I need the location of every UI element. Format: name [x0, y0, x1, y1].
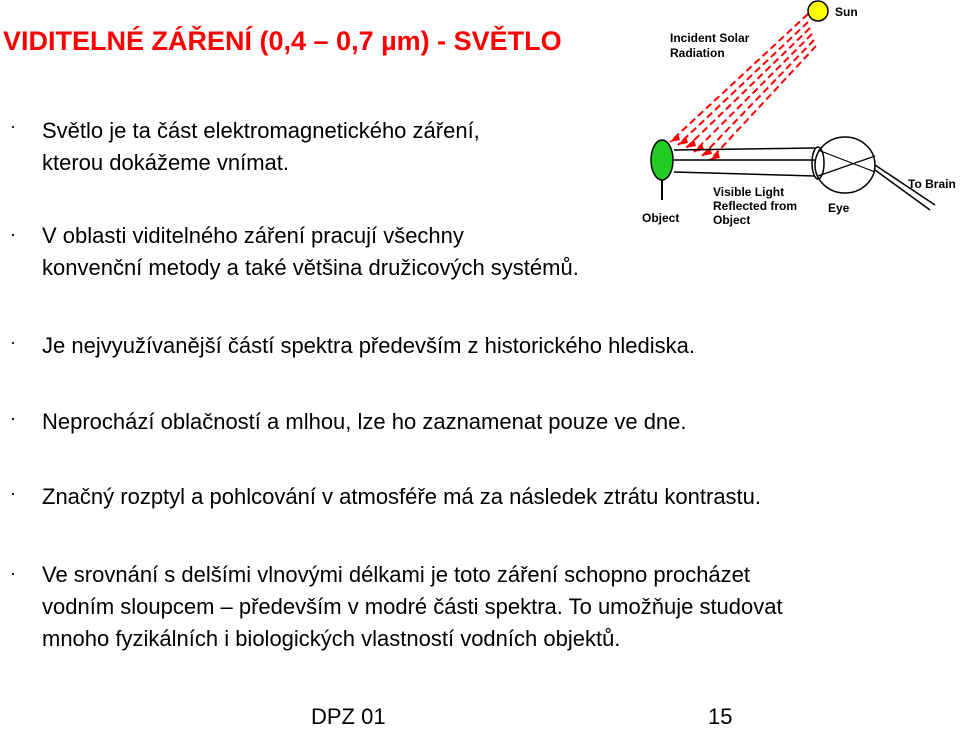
- paragraph-6-line-1: Ve srovnání s delšími vlnovými délkami je toto záření schopno procházet: [42, 562, 751, 587]
- sun-icon: [808, 1, 828, 21]
- slide-title: VIDITELNÉ ZÁŘENÍ (0,4 – 0,7 µm) - SVĚTLO: [3, 26, 562, 56]
- incident-label-2: Radiation: [670, 46, 725, 60]
- object-label: Object: [642, 211, 680, 225]
- paragraph-6-line-2: vodním sloupcem – především v modré části spektra. To umožňuje studovat: [42, 594, 783, 619]
- paragraph-3: [42, 330, 695, 362]
- paragraph-4-line-1: Neprochází oblačností a mlhou, lze ho zaznamenat pouze ve dne.: [42, 409, 687, 434]
- page-number: 15: [708, 704, 733, 729]
- visible-label-2: Reflected from: [713, 199, 798, 213]
- paragraph-6: [42, 559, 783, 655]
- paragraph-4: [42, 406, 687, 438]
- paragraph-2-line-2: konvenční metody a také většina družicových systémů.: [42, 255, 579, 280]
- visible-label-3: Object: [713, 213, 751, 227]
- paragraph-1-line-2: kterou dokážeme vnímat.: [42, 150, 290, 175]
- paragraph-5-line-1: Značný rozptyl a pohlcování v atmosféře má za následek ztrátu kontrastu.: [42, 484, 762, 509]
- paragraph-5: [42, 481, 761, 513]
- paragraph-2: [42, 220, 579, 284]
- bullet-4: ·: [10, 408, 16, 428]
- paragraph-6-line-3: mnoho fyzikálních i biologických vlastností vodních objektů.: [42, 626, 621, 651]
- paragraph-3-line-1: Je nejvyužívanější částí spektra především z historického hlediska.: [42, 333, 695, 358]
- bullet-1: ·: [10, 116, 16, 136]
- bullet-6: ·: [10, 563, 16, 583]
- bullet-3: ·: [10, 332, 16, 352]
- visible-label-1: Visible Light: [713, 185, 785, 199]
- eye-label: Eye: [828, 201, 850, 215]
- paragraph-1: [42, 115, 480, 179]
- paragraph-2-line-1: V oblasti viditelného záření pracují všechny: [42, 223, 464, 248]
- bullet-2: ·: [10, 224, 16, 244]
- incident-label-1: Incident Solar: [670, 31, 750, 45]
- bullet-5: ·: [10, 483, 16, 503]
- footer-left: DPZ 01: [311, 704, 386, 729]
- eye-internal-rays: [818, 150, 875, 176]
- paragraph-1-line-1: Světlo je ta část elektromagnetického záření,: [42, 118, 480, 143]
- visible-light-diagram: [630, 0, 960, 235]
- object-icon: [651, 140, 673, 180]
- brain-label: To Brain: [908, 177, 956, 191]
- sun-label: Sun: [835, 5, 858, 19]
